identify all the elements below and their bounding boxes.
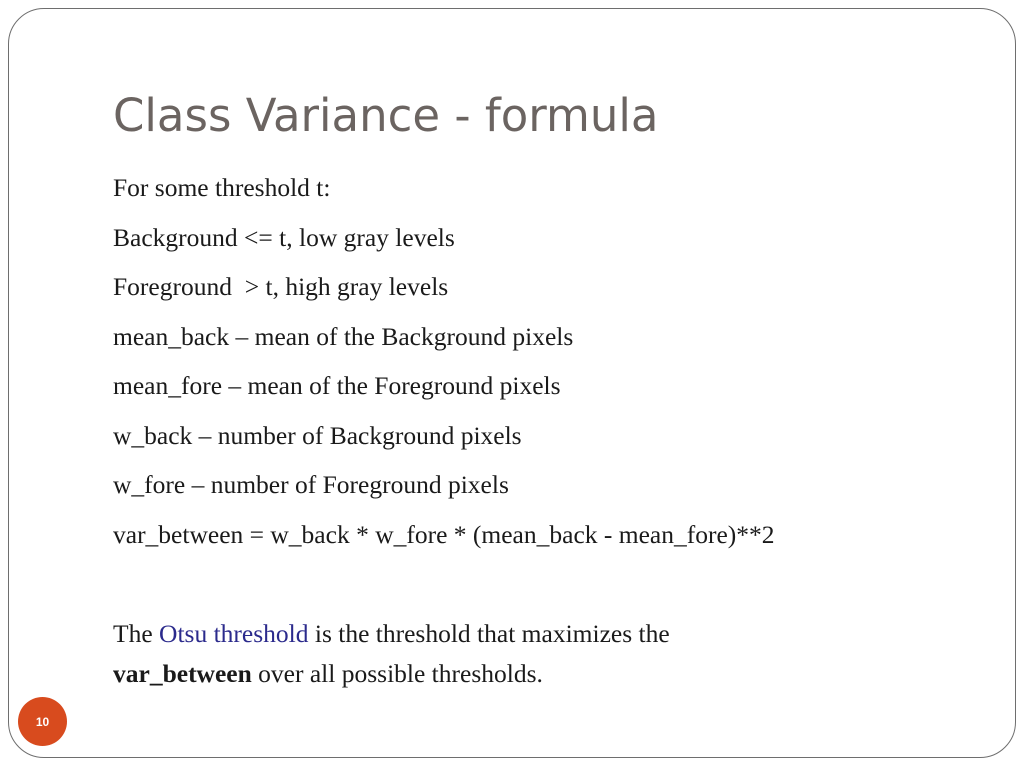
otsu-threshold-link[interactable]: Otsu threshold — [159, 619, 309, 648]
text-line-w-back: w_back – number of Background pixels — [113, 420, 522, 450]
conclusion-suffix: over all possible thresholds. — [251, 659, 543, 688]
text-line-threshold: For some threshold t: — [113, 173, 331, 202]
text-line-w-fore: w_fore – number of Foreground pixels — [113, 470, 509, 499]
text-line-var-between-formula: var_between = w_back * w_fore * (mean_back - mean_fore)**2 — [113, 519, 775, 549]
page-number-badge: 10 — [18, 697, 67, 746]
var-between-term: var_between — [113, 659, 252, 688]
conclusion-paragraph — [113, 614, 993, 694]
text-line-mean-fore: mean_fore – mean of the Foreground pixels — [113, 371, 561, 400]
paragraph-gap — [113, 564, 993, 614]
text-line-mean-back: mean_back – mean of the Background pixels — [113, 321, 574, 351]
conclusion-prefix: The — [113, 619, 160, 648]
conclusion-middle: is the threshold that maximizes the — [308, 619, 670, 648]
slide-body — [113, 168, 993, 694]
text-line-background: Background <= t, low gray levels — [113, 222, 455, 252]
slide-title: Class Variance - formula — [113, 89, 659, 142]
text-line-foreground: Foreground > t, high gray levels — [113, 272, 449, 301]
